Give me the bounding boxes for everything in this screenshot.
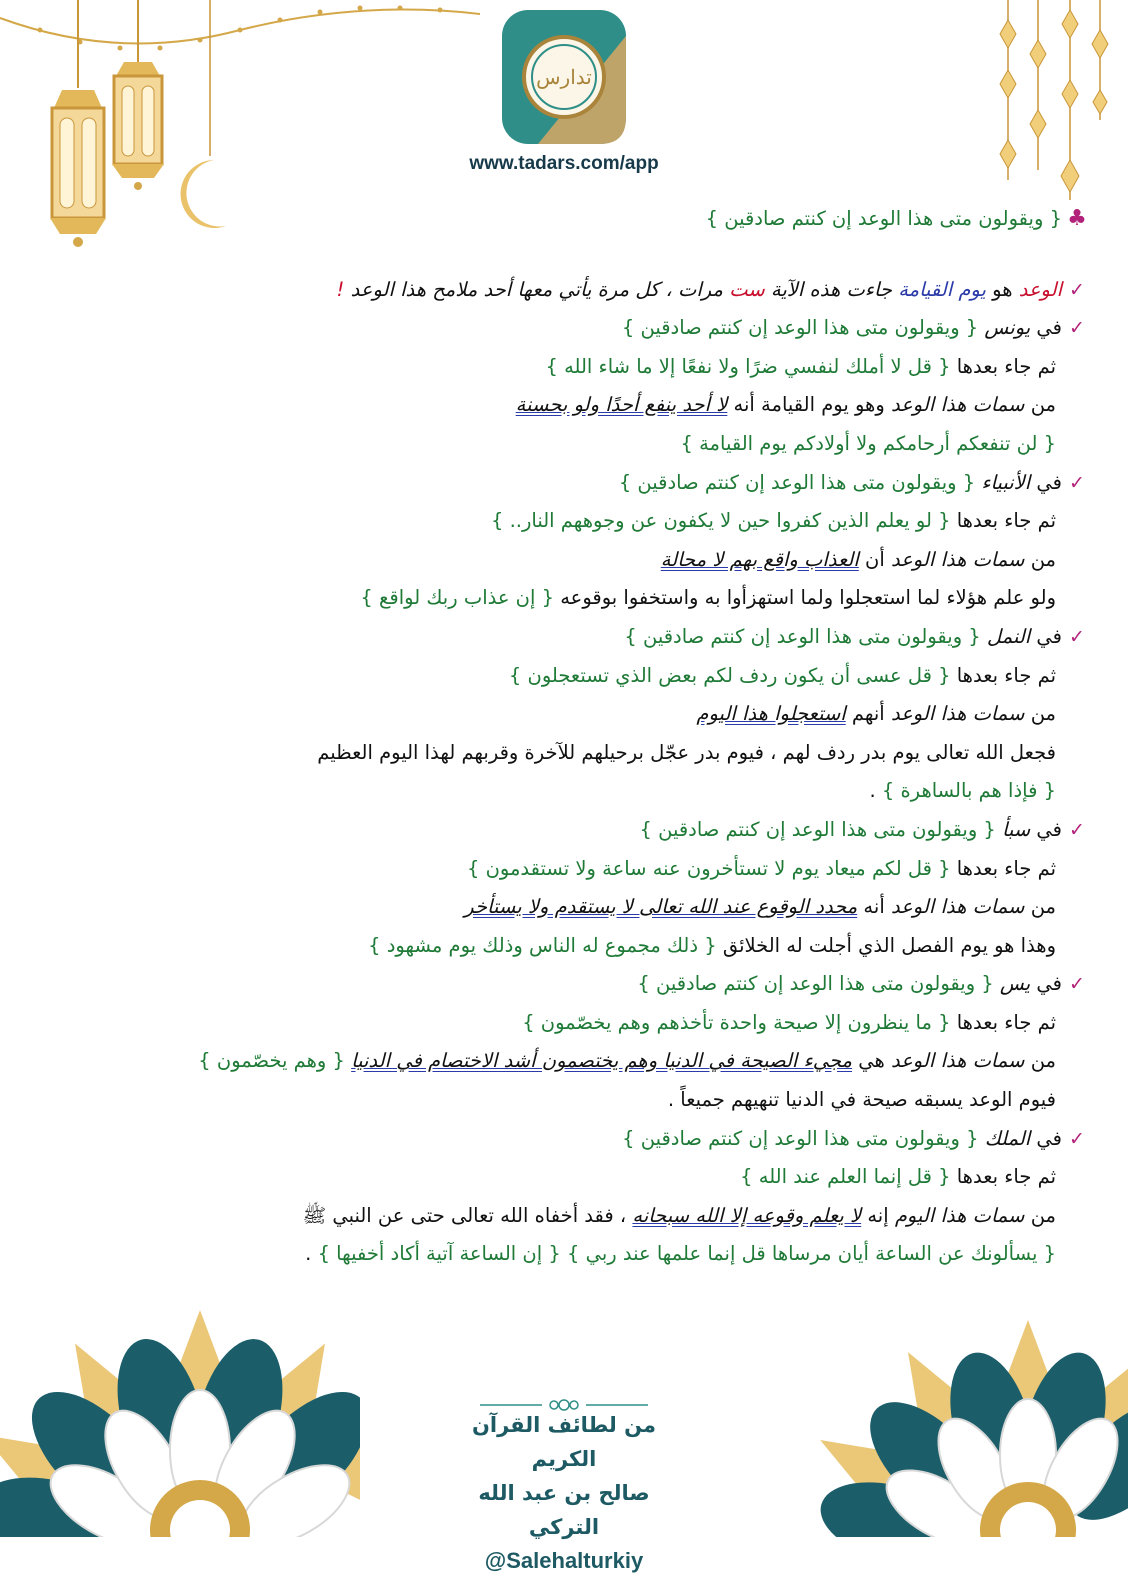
check-icon: ✓ — [1069, 278, 1085, 301]
section-anbiya-after: ثم جاء بعدها { لو يعلم الذين كفروا حين لا يكفون عن وجوههم النار.. } — [491, 509, 1056, 533]
check-icon: ✓ — [1069, 471, 1085, 494]
section-naml-after: ثم جاء بعدها { قل عسى أن يكون ردف لكم بعض الذي تستعجلون } — [508, 663, 1056, 687]
section-yunus-heading: ✓في يونس { ويقولون متى هذا الوعد إن كنتم صادقين } — [14, 309, 1092, 348]
section-yasin-extra: فيوم الوعد يسبقه صيحة في الدنيا تنهيهم جميعاً . — [667, 1088, 1056, 1112]
signature-line-2: صالح بن عبد الله التركي — [478, 1481, 650, 1539]
section-mulk-heading: ✓في الملك { ويقولون متى هذا الوعد إن كنتم صادقين } — [14, 1120, 1092, 1159]
section-saba-after: ثم جاء بعدها { قل لكم ميعاد يوم لا تستأخرون عنه ساعة ولا تستقدمون } — [466, 856, 1056, 880]
twitter-handle[interactable]: @Salehalturkiy — [484, 1548, 644, 1573]
section-yasin-heading: ✓في يس { ويقولون متى هذا الوعد إن كنتم صادقين } — [14, 965, 1092, 1004]
floral-mandala-right — [798, 1300, 1128, 1537]
section-naml-extra: فجعل الله تعالى يوم بدر ردف لهم ، فيوم بدر عجّل برحيلهم للآخرة وقربهم لهذا اليوم العظيم — [317, 740, 1056, 764]
section-yasin-after: ثم جاء بعدها { ما ينظرون إلا صيحة واحدة تأخذهم وهم يخصّمون } — [522, 1010, 1056, 1034]
section-yasin-trait: من سمات هذا الوعد هي مجيء الصيحة في الدنيا وهم يختصمون أشد الاختصام في الدنيا { وهم يخصّمون } — [198, 1049, 1056, 1073]
intro-line: ✓الوعد هو يوم القيامة جاءت هذه الآية ست مرات ، كل مرة يأتي معها أحد ملامح هذا الوعد ! — [14, 271, 1092, 310]
check-icon: ✓ — [1069, 973, 1085, 996]
check-icon: ✓ — [1069, 818, 1085, 841]
section-mulk-after: ثم جاء بعدها { قل إنما العلم عند الله } — [740, 1165, 1056, 1189]
section-yunus-trait: من سمات هذا الوعد وهو يوم القيامة أنه لا أحد ينفع أحدًا ولو بحسنة — [515, 393, 1056, 417]
section-anbiya-heading: ✓في الأنبياء { ويقولون متى هذا الوعد إن كنتم صادقين } — [14, 464, 1092, 503]
check-icon: ✓ — [1069, 317, 1085, 340]
section-mulk-trait: من سمات هذا اليوم إنه لا يعلم وقوعه إلا الله سبحانه ، فقد أخفاه الله تعالى حتى عن النبي ﷺ — [302, 1203, 1056, 1227]
floral-mandala-left — [0, 1290, 360, 1537]
signature-line-1: من لطائف القرآن الكريم — [471, 1413, 657, 1471]
site-url[interactable]: www.tadars.com/app — [469, 153, 659, 174]
section-mulk-extra: { يسألونك عن الساعة أيان مرساها قل إنما علمها عند ربي } { إن الساعة آتية أكاد أخفيها } . — [305, 1242, 1056, 1266]
section-yunus-after: ثم جاء بعدها { قل لا أملك لنفسي ضرًا ولا نفعًا إلا ما شاء الله } — [545, 354, 1056, 378]
section-saba-extra: وهذا هو يوم الفصل الذي أجلت له الخلائق { ذلك مجموع له الناس وذلك يوم مشهود } — [368, 933, 1056, 957]
club-icon: ♣ — [1067, 206, 1087, 231]
check-icon: ✓ — [1069, 1127, 1085, 1150]
section-anbiya-extra: ولو علم هؤلاء لما استعجلوا ولما استهزأوا به واستخفوا بوقوعه { إن عذاب ربك لواقع } — [360, 586, 1056, 610]
page-title: ♣{ ويقولون متى هذا الوعد إن كنتم صادقين } — [14, 200, 1092, 239]
section-naml-trait: من سمات هذا الوعد أنهم استعجلوا هذا اليوم — [696, 702, 1056, 726]
article-body — [14, 200, 1092, 1274]
section-anbiya-trait: من سمات هذا الوعد أن العذاب واقع بهم لا محالة — [660, 547, 1056, 571]
section-naml-heading: ✓في النمل { ويقولون متى هذا الوعد إن كنتم صادقين } — [14, 618, 1092, 657]
logo-text: تدارس — [536, 65, 592, 89]
section-saba-trait: من سمات هذا الوعد أنه محدد الوقوع عند الله تعالى لا يستقدم ولا يستأخر — [464, 895, 1056, 919]
section-saba-heading: ✓في سبأ { ويقولون متى هذا الوعد إن كنتم صادقين } — [14, 811, 1092, 850]
tadars-logo — [498, 6, 630, 148]
section-yunus-extra: { لن تنفعكم أرحامكم ولا أولادكم يوم القيامة } — [680, 431, 1056, 455]
hanging-ornaments-decoration — [988, 0, 1128, 210]
signature-block — [440, 1408, 688, 1578]
section-naml-extra-2: { فإذا هم بالساهرة } . — [869, 779, 1056, 803]
check-icon: ✓ — [1069, 625, 1085, 648]
